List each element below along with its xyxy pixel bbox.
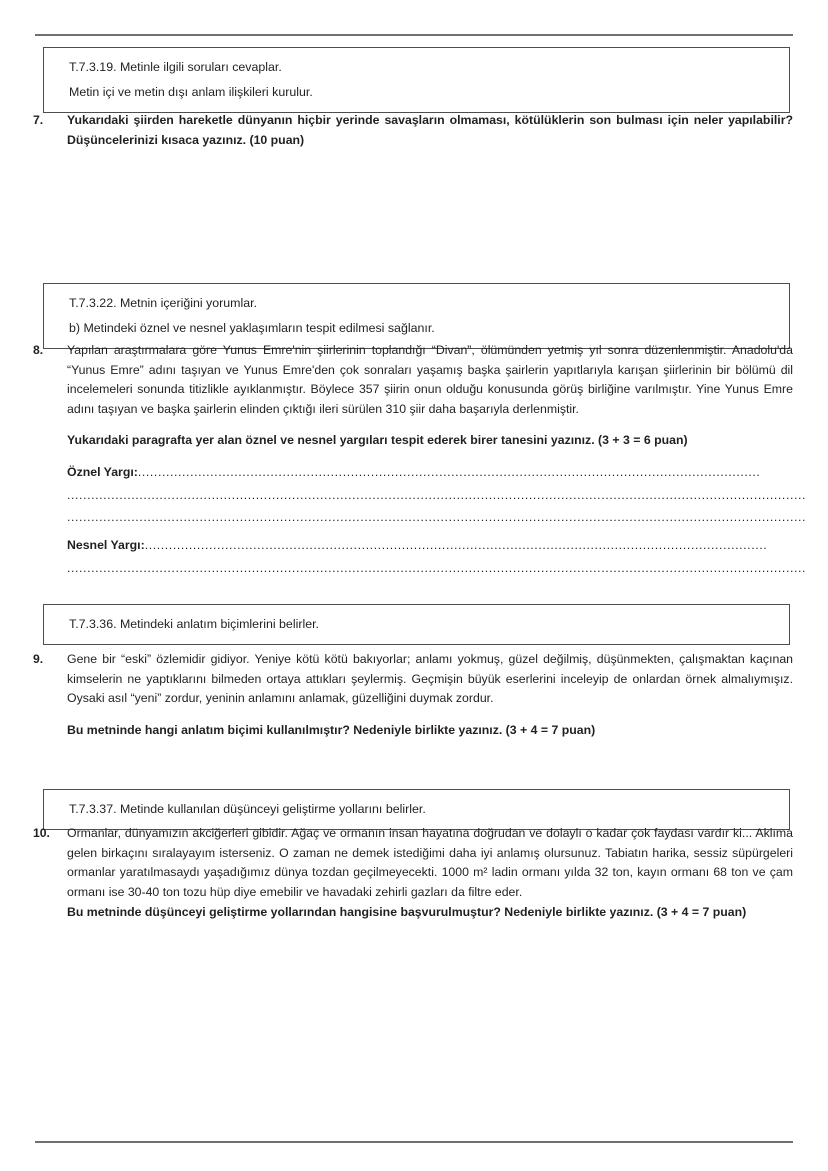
answer-label: Nesnel Yargı: — [67, 537, 145, 552]
question-prompt: Yukarıdaki şiirden hareketle dünyanın hiçbir yerinde savaşların olmaması, kötülüklerin son bulması için neler yapılabilir? Düşüncelerinizi kısaca yazınız. (10 puan) — [67, 113, 793, 147]
question-passage: Gene bir “eski” özlemidir gidiyor. Yeniye kötü kötü bakıyorlar; anlamı yokmuş, güzel değilmiş, düşünmekten, çalışmaktan kaçınan kimselerin ne yaptıklarını bilmeden ortaya attıkları şeylermiş. Geçmişin büyük eserlerini inceleyip de onlardan örnek almalıymışız. Oysaki asıl “yeni” zordur, yeninin anlamını anlamak, güzelliğini duymak zordur. — [67, 652, 793, 706]
outcome-line: Metin içi ve metin dışı anlam ilişkileri kurulur. — [69, 85, 313, 99]
answer-dots: ........................................................................................................................................................................................ — [67, 487, 807, 502]
answer-dots: ........................................................................................................................................................................................ — [67, 509, 807, 524]
answer-label: Öznel Yargı: — [67, 464, 138, 479]
answer-row-blank[interactable] — [67, 557, 825, 579]
question-body — [67, 650, 793, 740]
question-10 — [33, 824, 793, 923]
question-body — [67, 111, 793, 150]
answer-dots: ........................................................................................................................................................................................ — [67, 560, 807, 575]
question-prompt: Yukarıdaki paragrafta yer alan öznel ve nesnel yargıları tespit ederek birer tanesini yazınız. (3 + 3 = 6 puan) — [67, 433, 688, 448]
question-number: 10. — [33, 826, 50, 840]
page-bottom-rule — [35, 1141, 793, 1143]
outcome-box-3 — [43, 604, 790, 645]
question-8 — [33, 341, 807, 579]
outcome-line: T.7.3.22. Metnin içeriğini yorumlar. — [69, 296, 258, 310]
question-passage: Yapılan araştırmalara göre Yunus Emre'nin şiirlerinin toplandığı “Divan”, ölümünden yetmiş yıl sonra düzenlenmiştir. Anadolu'da “Yunus Emre” adını taşıyan ve Yunus Emre'den çok sonraları yaşamış başka şairlerin yapıtlarıyla karışan şiirlerinin bir bölümü dil incelemeleri sonunda titizlikle ayıklanmıştır. Böylece 357 şiirin onun olduğu konusunda görüş birliğine varılmıştır. Yine Yunus Emre adını taşıyan ve başka şairlerin elinden çıktığı ileri sürülen 310 şiir daha başarıyla derlenmiştir. — [67, 343, 793, 416]
answer-fields — [67, 461, 807, 579]
outcome-line: b) Metindeki öznel ve nesnel yaklaşımların tespit edilmesi sağlanır. — [69, 321, 435, 335]
outcome-line: T.7.3.36. Metindeki anlatım biçimlerini belirler. — [69, 617, 319, 631]
answer-row-nesnel[interactable] — [67, 534, 825, 557]
page-top-rule — [35, 34, 793, 36]
question-body — [67, 341, 807, 579]
answer-row-blank[interactable] — [67, 506, 825, 528]
question-body — [67, 824, 793, 923]
answer-dots: ........................................................................................................................................................... — [137, 464, 761, 479]
question-7 — [33, 111, 793, 150]
outcome-line: T.7.3.37. Metinde kullanılan düşünceyi geliştirme yollarını belirler. — [69, 802, 426, 816]
answer-row-oznel[interactable] — [67, 461, 825, 484]
outcome-box-2 — [43, 283, 790, 349]
answer-row-blank[interactable] — [67, 484, 825, 506]
outcome-line: T.7.3.19. Metinle ilgili soruları cevaplar. — [69, 60, 282, 74]
question-9 — [33, 650, 793, 740]
question-prompt: Bu metninde düşünceyi geliştirme yollarından hangisine başvurulmuştur? Nedeniyle birlikte yazınız. (3 + 4 = 7 puan) — [67, 905, 747, 920]
question-number: 9. — [33, 652, 44, 666]
question-number: 7. — [33, 113, 44, 127]
answer-dots: ........................................................................................................................................................... — [144, 537, 768, 552]
outcome-box-1 — [43, 47, 790, 113]
question-prompt: Bu metninde hangi anlatım biçimi kullanılmıştır? Nedeniyle birlikte yazınız. (3 + 4 = 7 puan) — [67, 722, 596, 737]
question-passage: Ormanlar, dünyamızın akciğerleri gibidir. Ağaç ve ormanın insan hayatına doğrudan ve dolaylı o kadar çok faydası vardır ki... Aklıma gelen birkaçını sıralayayım isterseniz. O zaman ne demek istediğimi daha iyi anlamış olursunuz. Tabiatın harika, sessiz süpürgeleri ormanlar yaratılmasaydı yaşadığımız dünya tozdan geçilmeyecekti. 1000 m² ladin ormanı yılda 32 ton, kayın ormanı 68 ton ve çam ormanı ise 30-40 ton tozu hüp diye emebilir ve havadaki zehirli gazları da filtre eder. — [67, 826, 793, 899]
question-number: 8. — [33, 343, 44, 357]
